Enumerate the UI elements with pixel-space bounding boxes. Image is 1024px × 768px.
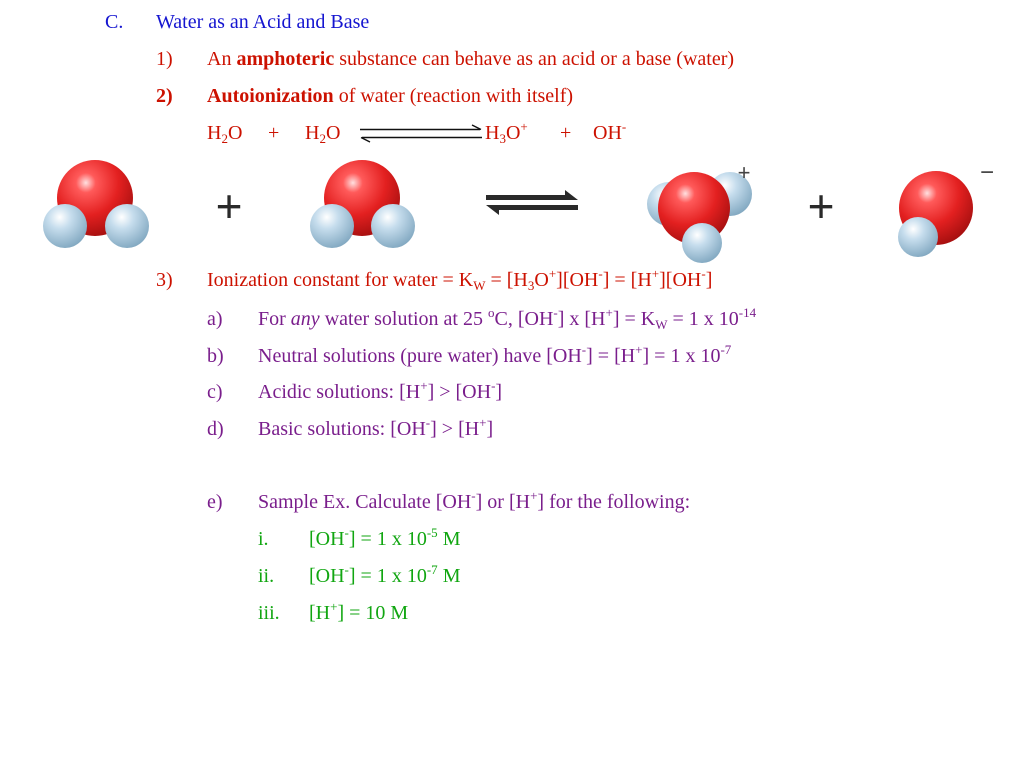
item-c-text: Acidic solutions: [H+] > [OH-] [258,378,503,403]
item-c-marker: c) [207,381,223,403]
hydroxide-ion [898,171,973,257]
diagram-plus-sign: + [807,180,835,232]
item-i-marker: i. [258,528,269,550]
item-1-text: An amphoteric substance can behave as an acid or a base (water) [207,48,735,70]
item-1-marker: 1) [156,48,173,70]
item-iii-marker: iii. [258,602,280,624]
reactant-water-2: $H_2O$ [305,122,341,146]
negative-charge: − [979,159,995,186]
product-hydronium: $H_3O^+$ [485,119,528,146]
item-ii-marker: ii. [258,565,275,587]
item-3-marker: 3) [156,269,173,291]
section-marker: C. [105,11,124,33]
reactant-water-1: $H_2O$ [207,122,243,146]
equilibrium-arrows-icon [486,190,578,215]
item-ii-text: [OH-] = 1 x $10^{-7}$ M [309,562,461,587]
product-hydroxide: OH- [593,119,627,144]
plus-sign: + [268,122,280,144]
item-i-text: [OH-] = 1 x $10^{-5}$ M [309,525,461,550]
diagram-plus-sign: + [215,180,243,232]
item-2-text: Autoionization of water (reaction with itself) [207,85,574,107]
item-2-marker: 2) [156,85,173,107]
autoionization-molecule-diagram [0,150,1024,265]
item-iii-text: [H+] = 10 M [309,599,409,624]
item-b-marker: b) [207,345,224,367]
water-molecule [310,160,415,248]
hydronium-ion [647,172,752,263]
item-e-text: Sample Ex. Calculate [OH-] or [H+] for the following: [258,488,691,513]
item-d-text: Basic solutions: [OH-] > [H+] [258,415,494,440]
plus-sign: + [560,122,572,144]
equilibrium-arrow-icon [356,124,486,144]
item-a-text: For any water solution at 25 $^o$C, [OH-] x $[H^+] = K_W = 1$ x $10^{-14}$ [258,305,757,332]
item-a-marker: a) [207,308,223,330]
item-3-text: Ionization constant for water = $K_W = [H_3O^+][OH^-] = [H^+][OH^-]$ [207,266,713,293]
section-title: Water as an Acid and Base [156,11,370,33]
positive-charge: + [737,160,751,185]
water-molecule [43,160,149,248]
item-d-marker: d) [207,418,224,440]
item-b-text: Neutral solutions (pure water) have [OH-] = [H+] = 1 x $10^{-7}$ [258,342,732,367]
item-e-marker: e) [207,491,223,513]
